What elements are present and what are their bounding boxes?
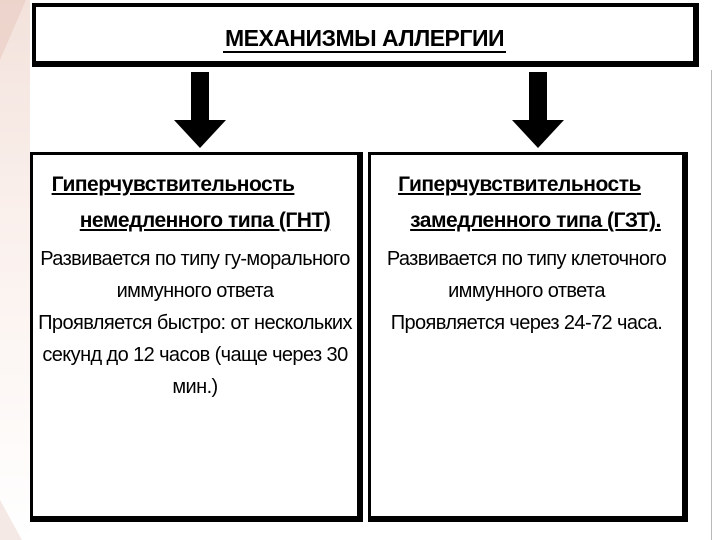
body-line: иммунного ответа (116, 280, 274, 302)
panel-heading (33, 167, 357, 239)
decorative-corner-bottom (0, 500, 22, 540)
down-arrow-left (170, 72, 230, 150)
panel-heading (371, 167, 682, 239)
decorative-side-strip (0, 0, 30, 540)
down-arrow-right (508, 72, 568, 150)
heading-line: немедленного типа (ГНТ) (79, 209, 331, 232)
heading-line: Гиперчувствительность (398, 173, 641, 196)
body-line: Развивается по типу клеточного (386, 248, 667, 270)
body-line: Развивается по типу гу-морального (40, 248, 350, 270)
body-line: иммунного ответа (448, 280, 605, 302)
panel-immediate-hypersensitivity (30, 152, 363, 522)
heading-line: Гиперчувствительность (51, 173, 295, 196)
body-line: секунд до 12 часов (чаще через 30 (42, 344, 348, 366)
heading-line: замедленного типа (ГЗТ). (410, 209, 661, 232)
decorative-corner-top (0, 0, 26, 60)
body-line: Проявляется через 24-72 часа. (390, 312, 663, 334)
body-line: мин.) (172, 376, 218, 398)
body-line: Проявляется быстро: от нескольких (38, 312, 352, 334)
panel-body (33, 243, 357, 403)
decorative-right-rule (711, 70, 712, 540)
panel-body (371, 243, 682, 339)
panel-delayed-hypersensitivity (368, 152, 688, 522)
title-box (32, 3, 699, 67)
slide-title: МЕХАНИЗМЫ АЛЛЕРГИИ (224, 25, 505, 51)
